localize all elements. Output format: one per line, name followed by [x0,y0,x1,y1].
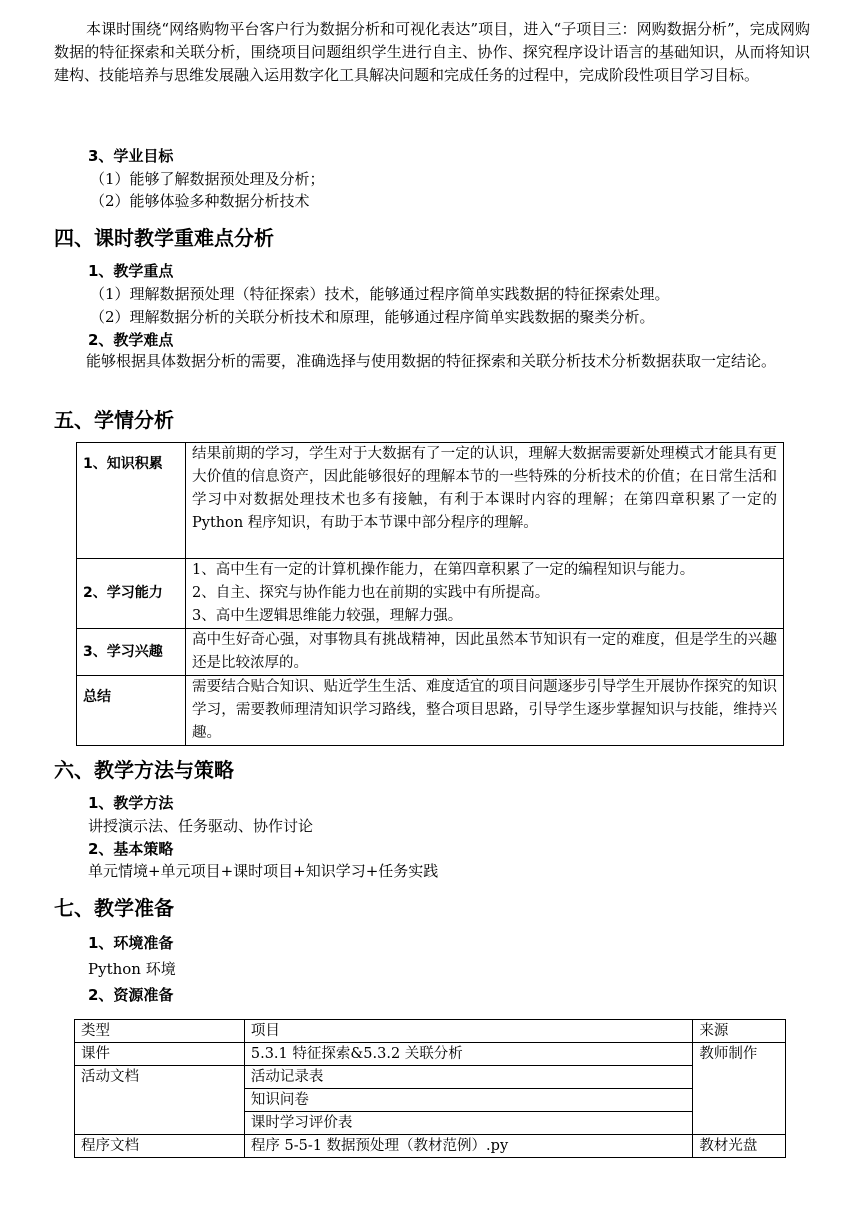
table-row [75,1066,786,1089]
difficulty-text: 能够根据具体数据分析的需要，准确选择与使用数据的特征探索和关联分析技术分析数据获取一定结论。 [86,352,777,370]
table-row [77,676,784,746]
section-6-heading: 六、教学方法与策略 [54,758,234,782]
goal-item-2: （2）能够体验多种数据分析技术 [90,192,310,210]
row-content-interest: 高中生好奇心强，对事物具有挑战精神，因此虽然本节知识有一定的难度，但是学生的兴趣还是比较浓厚的。 [186,629,784,676]
ability-line-1: 1、高中生有一定的计算机操作能力，在第四章积累了一定的编程知识与能力。 [192,562,695,578]
row-content-ability [186,559,784,629]
strategy-heading: 2、基本策略 [88,840,174,858]
ability-line-2: 2、自主、探究与协作能力也在前期的实践中有所提高。 [192,585,550,601]
method-text: 讲授演示法、任务驱动、协作讨论 [88,817,314,835]
goal-item-1: （1）能够了解数据预处理及分析； [90,170,325,188]
key-point-1: （1）理解数据预处理（特征探索）技术，能够通过程序简单实践数据的特征探索处理。 [90,285,670,303]
header-source: 来源 [693,1020,786,1043]
key-point-2: （2）理解数据分析的关联分析技术和原理，能够通过程序简单实践数据的聚类分析。 [90,308,655,326]
cell-item: 课时学习评价表 [244,1112,693,1135]
resources-table [74,1019,786,1158]
strategy-text: 单元情境+单元项目+课时项目+知识学习+任务实践 [88,862,439,880]
row-content-knowledge: 结果前期的学习，学生对于大数据有了一定的认识，理解大数据需要新处理模式才能具有更大价值的信息资产，因此能够很好的理解本节的一些特殊的分析技术的价值；在日常生活和学习中对数据处理技术也多有接触，有利于本课时内容的理解；在第四章积累了一定的 Python 程序知识，有助于本节课中部分程序的理解。 [186,443,784,559]
table-row [75,1043,786,1066]
key-points-heading: 1、教学重点 [88,262,174,280]
goals-heading: 3、学业目标 [88,147,174,165]
header-type: 类型 [75,1020,245,1043]
row-label-interest: 3、学习兴趣 [77,629,186,676]
method-heading: 1、教学方法 [88,794,174,812]
table-row [75,1135,786,1158]
cell-item: 知识问卷 [244,1089,693,1112]
section-5-heading: 五、学情分析 [54,408,174,432]
section-4-heading: 四、课时教学重难点分析 [54,226,274,250]
cell-type: 活动文档 [75,1066,245,1135]
section-7-heading: 七、教学准备 [54,896,174,920]
cell-source: 教材光盘 [693,1135,786,1158]
row-content-summary: 需要结合贴合知识、贴近学生生活、难度适宜的项目问题逐步引导学生开展协作探究的知识学习，需要教师理清知识学习路线，整合项目思路，引导学生逐步掌握知识与技能，维持兴趣。 [186,676,784,746]
intro-paragraph: 本课时围绕“网络购物平台客户行为数据分析和可视化表达”项目，进入“子项目三：网购数据分析”，完成网购数据的特征探索和关联分析，围绕项目问题组织学生进行自主、协作、探究程序设计语言的基础知识，从而将知识建构、技能培养与思维发展融入运用数字化工具解决问题和完成任务的过程中，完成阶段性项目学习目标。 [54,20,810,84]
row-label-knowledge: 1、知识积累 [77,443,186,559]
cell-type: 程序文档 [75,1135,245,1158]
table-row [77,559,784,629]
learning-analysis-table [76,442,784,746]
table-row [77,629,784,676]
table-header-row [75,1020,786,1043]
row-label-summary: 总结 [77,676,186,746]
cell-item: 活动记录表 [244,1066,693,1089]
cell-type: 课件 [75,1043,245,1066]
env-text: Python 环境 [88,960,176,978]
row-label-ability: 2、学习能力 [77,559,186,629]
resources-heading: 2、资源准备 [88,986,174,1004]
ability-line-3: 3、高中生逻辑思维能力较强，理解力强。 [192,608,463,624]
env-heading: 1、环境准备 [88,934,174,952]
header-item: 项目 [244,1020,693,1043]
cell-item: 5.3.1 特征探索&5.3.2 关联分析 [244,1043,693,1066]
cell-item: 程序 5-5-1 数据预处理（教材范例）.py [244,1135,693,1158]
table-row [77,443,784,559]
cell-source: 教师制作 [693,1043,786,1135]
difficulty-heading: 2、教学难点 [88,331,174,349]
